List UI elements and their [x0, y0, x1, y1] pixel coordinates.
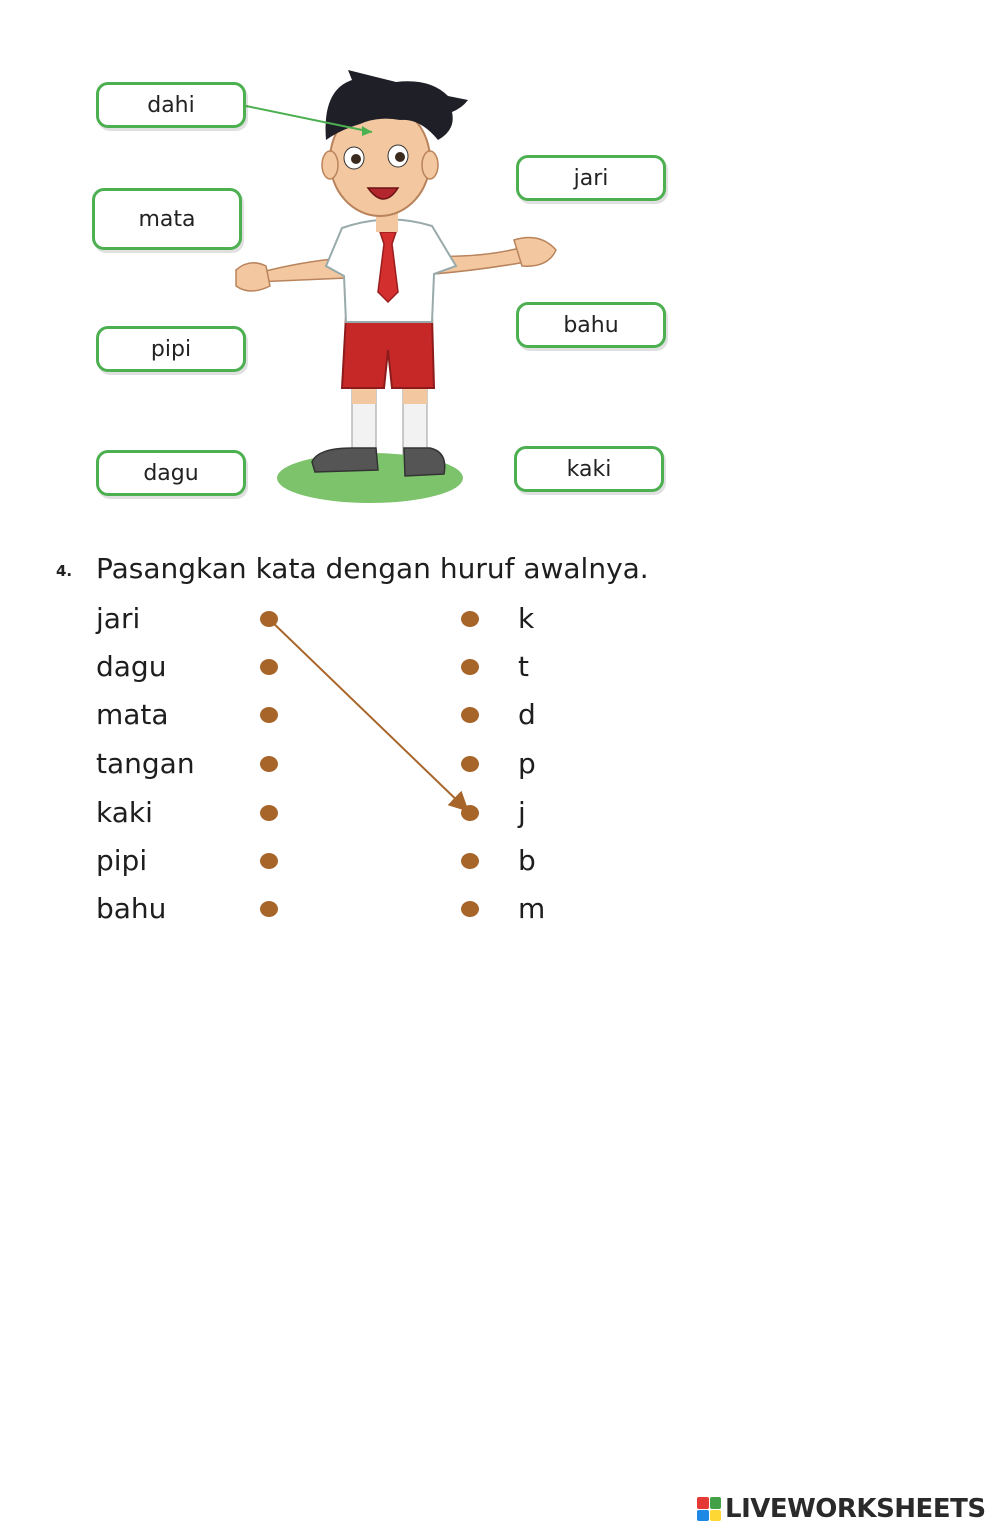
right-match-dot[interactable] [461, 805, 479, 821]
right-eye [395, 152, 405, 162]
left-match-dot[interactable] [260, 805, 278, 821]
match-word: bahu [96, 892, 167, 925]
left-match-dot[interactable] [260, 901, 278, 917]
right-match-dot[interactable] [461, 756, 479, 772]
label-kaki[interactable] [514, 446, 664, 492]
liveworksheets-brand [697, 1494, 986, 1524]
left-match-dot[interactable] [260, 611, 278, 627]
label-pipi[interactable] [96, 326, 246, 372]
label-jari[interactable] [516, 155, 666, 201]
right-hand [514, 238, 556, 267]
label-dahi[interactable] [96, 82, 246, 128]
red-shorts [342, 316, 434, 388]
left-eye [351, 154, 361, 164]
left-match-dot[interactable] [260, 853, 278, 869]
question-number: 4. [56, 562, 73, 580]
label-jari-text: jari [573, 165, 609, 191]
label-dagu-text: dagu [143, 460, 199, 486]
match-letter: t [518, 650, 529, 683]
match-word: pipi [96, 844, 148, 877]
match-connection-line [269, 619, 466, 809]
right-match-dot[interactable] [461, 659, 479, 675]
left-match-dot[interactable] [260, 659, 278, 675]
match-letter: d [518, 698, 536, 731]
match-letter: j [518, 796, 526, 829]
brand-text: LIVEWORKSHEETS [725, 1494, 986, 1524]
match-letter: m [518, 892, 546, 925]
label-dahi-text: dahi [147, 92, 195, 118]
match-word: kaki [96, 796, 153, 829]
match-word: dagu [96, 650, 167, 683]
right-match-dot[interactable] [461, 611, 479, 627]
match-word: mata [96, 698, 169, 731]
right-shoe [404, 448, 445, 476]
label-dagu[interactable] [96, 450, 246, 496]
match-word: tangan [96, 747, 195, 780]
right-match-dot[interactable] [461, 707, 479, 723]
match-letter: b [518, 844, 536, 877]
question-title: Pasangkan kata dengan huruf awalnya. [96, 552, 649, 585]
left-match-dot[interactable] [260, 707, 278, 723]
match-letter: p [518, 747, 536, 780]
right-match-dot[interactable] [461, 853, 479, 869]
label-kaki-text: kaki [566, 456, 612, 482]
left-hand [236, 263, 270, 291]
left-ear [322, 151, 338, 179]
liveworksheets-logo-icon [697, 1497, 721, 1521]
right-ear [422, 151, 438, 179]
label-bahu[interactable] [516, 302, 666, 348]
left-match-dot[interactable] [260, 756, 278, 772]
label-bahu-text: bahu [563, 312, 619, 338]
match-word: jari [96, 602, 141, 635]
label-pipi-text: pipi [150, 336, 192, 362]
match-letter: k [518, 602, 535, 635]
left-shoe [312, 448, 378, 472]
label-mata-text: mata [138, 206, 196, 232]
right-match-dot[interactable] [461, 901, 479, 917]
label-mata[interactable] [92, 188, 242, 250]
